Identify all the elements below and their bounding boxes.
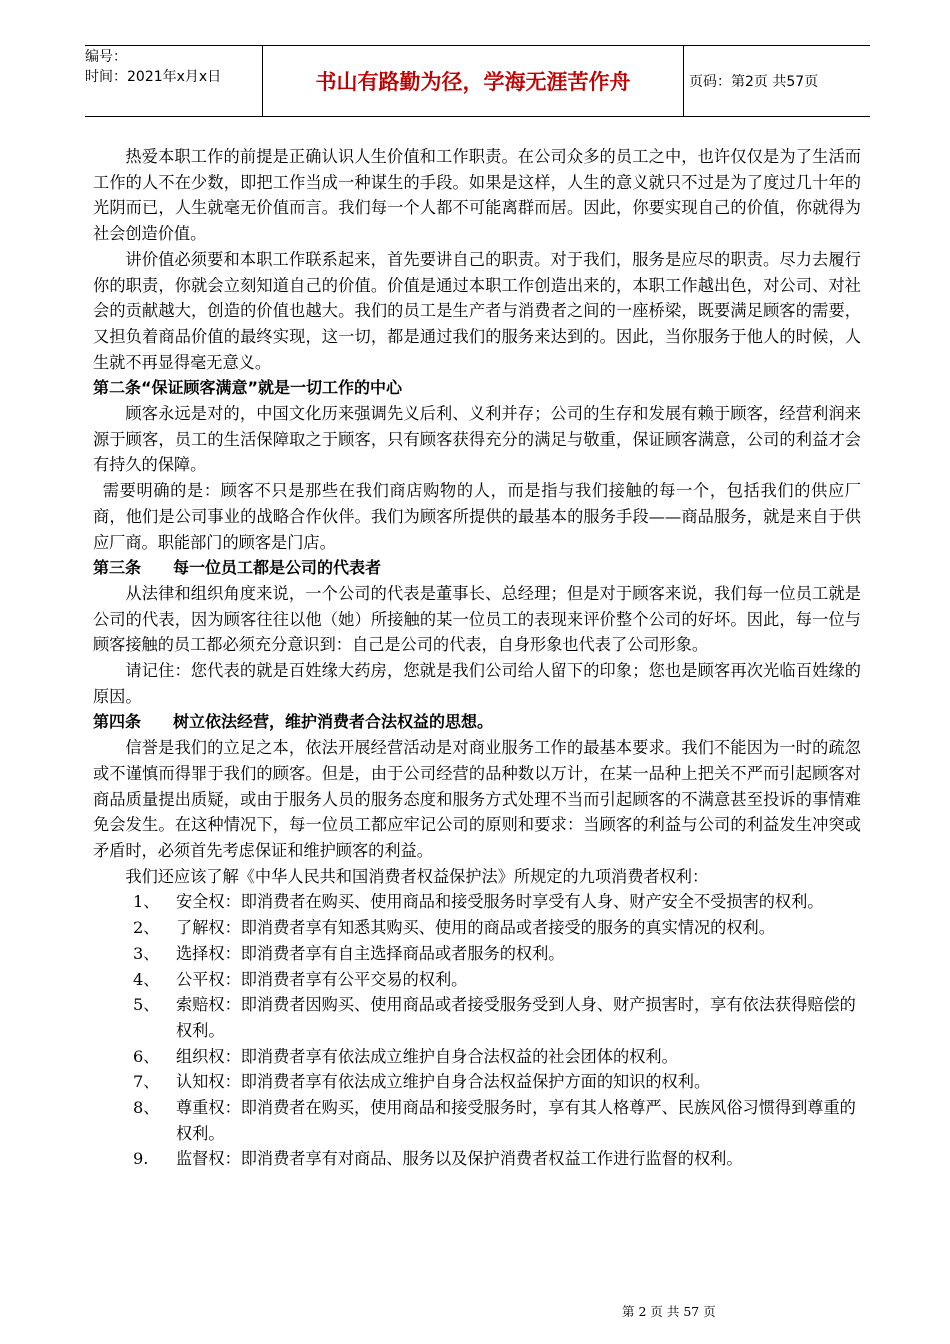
list-item (93, 992, 861, 1043)
page-footer: 第 2 页 共 57 页 (622, 1304, 716, 1319)
list-item (93, 915, 861, 941)
section-number: 第四条 (93, 712, 142, 732)
list-item (93, 1044, 861, 1070)
right-description: ：即消费者享有依法成立维护自身合法权益的社会团体的权利。 (224, 1046, 678, 1066)
right-term: 选择权 (176, 943, 225, 963)
right-term: 组织权 (176, 1046, 225, 1066)
list-number: 8、 (133, 1098, 160, 1118)
list-item (93, 1146, 861, 1172)
right-description: ：即消费者享有知悉其购买、使用的商品或者接受的服务的真实情况的权利。 (224, 918, 775, 938)
list-number: 6、 (133, 1046, 160, 1066)
list-number: 9. (133, 1149, 149, 1169)
list-item (93, 889, 861, 915)
list-item (93, 1069, 861, 1095)
list-number: 3、 (133, 943, 160, 963)
list-number: 2、 (133, 918, 160, 938)
header-motto: 书山有路勤为径，学海无涯苦作舟 (315, 70, 631, 94)
right-term: 监督权 (176, 1149, 225, 1169)
page-header (85, 45, 870, 117)
list-item (93, 967, 861, 993)
section-title: 每一位员工都是公司的代表者 (173, 558, 382, 578)
section-heading (93, 709, 861, 735)
paragraph: 我们还应该了解《中华人民共和国消费者权益保护法》所规定的九项消费者权利： (125, 866, 709, 886)
right-term: 了解权 (176, 918, 225, 938)
list-number: 4、 (133, 969, 160, 989)
header-divider (683, 46, 684, 116)
header-meta (85, 46, 262, 116)
right-term: 公平权 (176, 969, 225, 989)
right-description: ：即消费者在购买，使用商品和接受服务时，享有其人格尊严、民族风俗习惯得到尊重的权利。 (176, 1098, 856, 1143)
right-description: ：即消费者因购买、使用商品或者接受服务受到人身、财产损害时，享有依法获得赔偿的权利。 (176, 995, 856, 1040)
document-time-label: 时间：2021年x月x日 (85, 69, 222, 85)
section-heading (93, 555, 861, 581)
section-heading: 第二条“保证顾客满意”就是一切工作的中心 (93, 378, 403, 398)
paragraph: 从法律和组织角度来说，一个公司的代表是董事长、总经理；但是对于顾客来说，我们每一位员工就是公司的代表，因为顾客往往以他（她）所接触的某一位员工的表现来评价整个公司的好坏。因此，每一位与顾客接触的员工都必须充分意识到：自己是公司的代表，自身形象也代表了公司形象。 (93, 583, 861, 655)
paragraph: 需要明确的是：顾客不只是那些在我们商店购物的人，而是指与我们接触的每一个，包括我们的供应厂商，他们是公司事业的战略合作伙伴。我们为顾客所提供的最基本的服务手段——商品服务，就是来自于供应厂商。职能部门的顾客是门店。 (93, 481, 861, 552)
document-body (93, 144, 861, 1172)
right-term: 安全权 (176, 892, 225, 912)
section-number: 第三条 (93, 558, 142, 578)
document-number-label: 编号： (85, 49, 127, 65)
right-term: 索赔权 (176, 995, 225, 1015)
right-description: ：即消费者享有依法成立维护自身合法权益保护方面的知识的权利。 (224, 1072, 711, 1092)
list-number: 5、 (133, 995, 160, 1015)
rights-list (93, 889, 861, 1172)
paragraph: 热爱本职工作的前提是正确认识人生价值和工作职责。在公司众多的员工之中，也许仅仅是为了生活而工作的人不在少数，即把工作当成一种谋生的手段。如果是这样，人生的意义就只不过是为了度过几十年的光阴而已，人生就毫无价值而言。我们每一个人都不可能离群而居。因此，你要实现自己的价值，你就得为社会创造价值。 (93, 147, 861, 244)
list-item (93, 1095, 861, 1146)
paragraph: 信誉是我们的立足之本，依法开展经营活动是对商业服务工作的最基本要求。我们不能因为一时的疏忽或不谨慎而得罪于我们的顾客。但是，由于公司经营的品种数以万计，在某一品种上把关不严而引起顾客对商品质量提出质疑，或由于服务人员的服务态度和服务方式处理不当而引起顾客的不满意甚至投诉的事情难免会发生。在这种情况下，每一位员工都应牢记公司的原则和要求：当顾客的利益与公司的利益发生冲突或矛盾时，必须首先考虑保证和维护顾客的利益。 (93, 738, 861, 860)
paragraph: 请记住：您代表的就是百姓缘大药房，您就是我们公司给人留下的印象；您也是顾客再次光临百姓缘的原因。 (93, 661, 861, 706)
list-item (93, 941, 861, 967)
list-number: 7、 (133, 1072, 160, 1092)
paragraph: 讲价值必须要和本职工作联系起来，首先要讲自己的职责。对于我们，服务是应尽的职责。尽力去履行你的职责，你就会立刻知道自己的价值。价值是通过本职工作创造出来的，本职工作越出色，对公司、对社会的贡献越大，创造的价值也越大。我们的员工是生产者与消费者之间的一座桥梁，既要满足顾客的需要，又担负着商品价值的最终实现，这一切，都是通过我们的服务来达到的。因此，当你服务于他人的时候，人生就不再显得毫无意义。 (93, 249, 861, 372)
list-number: 1、 (133, 892, 160, 912)
header-page-info: 页码：第2页 共57页 (689, 74, 819, 90)
right-description: ：即消费者享有对商品、服务以及保护消费者权益工作进行监督的权利。 (224, 1149, 743, 1169)
section-title: 树立依法经营，维护消费者合法权益的思想。 (173, 712, 494, 732)
right-term: 认知权 (176, 1072, 225, 1092)
right-description: ：即消费者享有自主选择商品或者服务的权利。 (224, 943, 565, 963)
right-description: ：即消费者在购买、使用商品和接受服务时享受有人身、财产安全不受损害的权利。 (224, 892, 824, 912)
paragraph: 顾客永远是对的，中国文化历来强调先义后利、义利并存；公司的生存和发展有赖于顾客，经营利润来源于顾客，员工的生活保障取之于顾客，只有顾客获得充分的满足与敬重，保证顾客满意，公司的利益才会有持久的保障。 (93, 404, 861, 475)
right-term: 尊重权 (176, 1098, 225, 1118)
right-description: ：即消费者享有公平交易的权利。 (224, 969, 468, 989)
